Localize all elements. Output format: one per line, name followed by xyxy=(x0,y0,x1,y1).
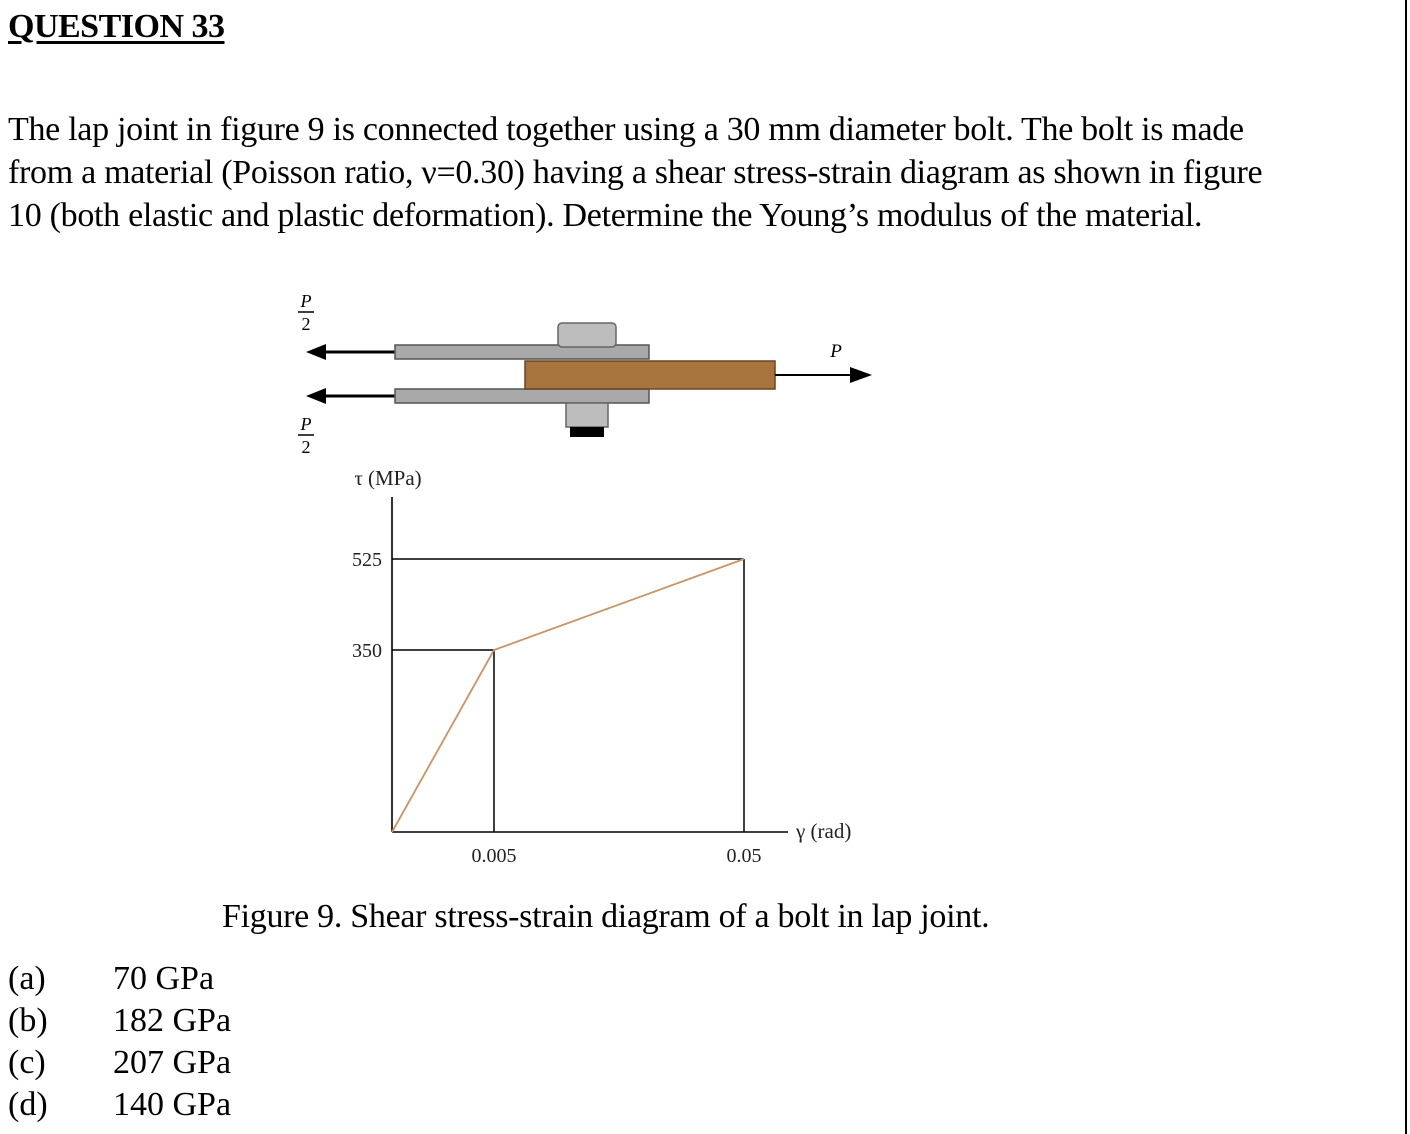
question-text xyxy=(8,108,1388,237)
y-axis-label: τ (MPa) xyxy=(354,466,422,490)
bolt-nut xyxy=(570,427,604,437)
bottom-plate xyxy=(395,389,649,403)
bolt-shank xyxy=(566,403,608,427)
shear-stress-strain-chart xyxy=(352,466,851,867)
y-tick-label: 350 xyxy=(352,640,382,662)
x-axis-label: γ (rad) xyxy=(796,819,852,843)
bolt-head xyxy=(558,323,616,347)
option-text: 182 GPa xyxy=(113,1002,232,1039)
y-tick-label: 525 xyxy=(352,549,382,571)
option-text: 140 GPa xyxy=(113,1086,232,1123)
left-load-arrowhead-bottom xyxy=(306,388,326,404)
left-load-arrowhead-top xyxy=(306,344,326,360)
bottom-load-label-denominator: 2 xyxy=(301,437,311,457)
bottom-load-label-numerator: P xyxy=(300,414,312,434)
x-tick-label: 0.05 xyxy=(726,845,762,867)
page-right-border xyxy=(1405,0,1407,1134)
right-load-arrowhead xyxy=(850,367,872,383)
right-load-label: P xyxy=(830,341,842,362)
option-letter: (c) xyxy=(8,1044,46,1081)
middle-plate xyxy=(525,361,775,389)
option-letter: (d) xyxy=(8,1086,48,1123)
question-title: QUESTION 33 xyxy=(8,8,225,45)
option-letter: (a) xyxy=(8,960,46,997)
x-tick-label: 0.005 xyxy=(471,845,517,867)
figure-lap-joint-and-diagram xyxy=(270,285,910,885)
question-text-line: from a material (Poisson ratio, ν=0.30) having a shear stress-strain diagram as shown in figure xyxy=(8,154,1263,191)
figure-canvas xyxy=(270,285,910,885)
option-letter: (b) xyxy=(8,1002,48,1039)
question-text-line: The lap joint in figure 9 is connected together using a 30 mm diameter bolt. The bolt is made xyxy=(8,111,1244,148)
option-text: 70 GPa xyxy=(113,960,215,997)
option-text: 207 GPa xyxy=(113,1044,232,1081)
question-text-line: 10 (both elastic and plastic deformation). Determine the Young’s modulus of the material. xyxy=(8,197,1203,234)
top-load-label-denominator: 2 xyxy=(301,314,311,334)
stress-strain-curve xyxy=(392,559,744,832)
figure-caption: Figure 9. Shear stress-strain diagram of a bolt in lap joint. xyxy=(222,898,990,935)
lap-joint-diagram xyxy=(298,291,872,457)
top-load-label-numerator: P xyxy=(300,291,312,311)
